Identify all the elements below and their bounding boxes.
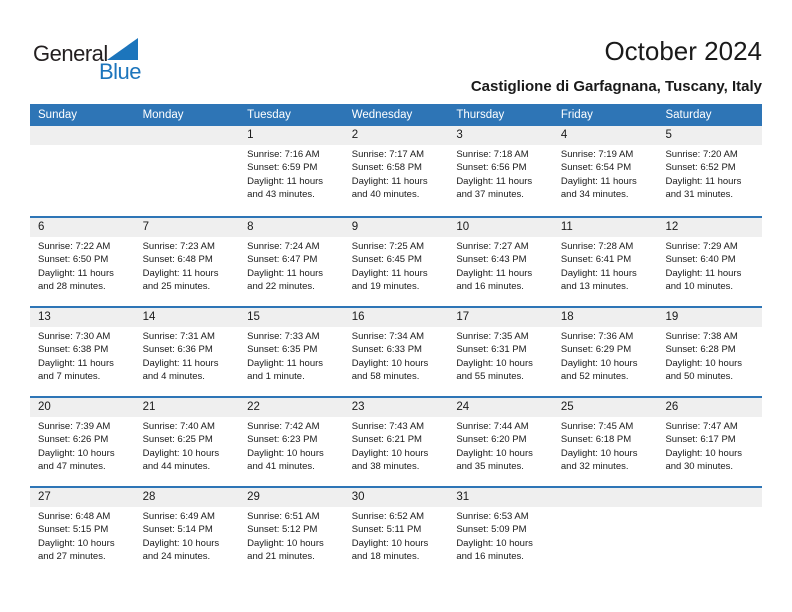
date-number: 12 [657, 218, 762, 237]
sunset-text: Sunset: 6:45 PM [351, 254, 422, 266]
daylight-text-line2: and 10 minutes. [665, 281, 734, 293]
day-details [135, 327, 240, 384]
daylight-text-line1: Daylight: 11 hours [38, 357, 114, 369]
daylight-text-line2: and 22 minutes. [247, 281, 315, 293]
day-cell [239, 218, 344, 306]
date-number: 22 [239, 398, 344, 417]
date-number: 21 [135, 398, 240, 417]
date-number: 9 [344, 218, 449, 237]
day-cell [135, 488, 240, 576]
date-number: 1 [239, 126, 344, 145]
daylight-text-line2: and 41 minutes. [247, 461, 315, 473]
daylight-text-line1: Daylight: 11 hours [351, 175, 428, 187]
daylight-text-line1: Daylight: 10 hours [456, 357, 533, 369]
sunrise-text: Sunrise: 6:51 AM [247, 511, 320, 522]
daylight-text-line2: and 38 minutes. [351, 461, 420, 473]
day-details [30, 507, 135, 564]
location-subtitle: Castiglione di Garfagnana, Tuscany, Italy [470, 78, 762, 95]
date-number: 3 [448, 126, 553, 145]
daylight-text-line1: Daylight: 10 hours [142, 537, 220, 549]
day-cell [344, 488, 449, 576]
day-details [553, 507, 658, 510]
daylight-text-line1: Daylight: 11 hours [38, 267, 114, 279]
daylight-text-line2: and 7 minutes. [38, 371, 101, 383]
day-details [657, 327, 762, 384]
daylight-text-line2: and 13 minutes. [560, 281, 629, 293]
date-number: 4 [553, 126, 658, 145]
day-details [135, 507, 240, 564]
day-details [135, 145, 240, 148]
date-number: 10 [448, 218, 553, 237]
day-cell [30, 126, 135, 216]
weekday-label: Monday [142, 109, 184, 121]
date-number: 18 [553, 308, 658, 327]
day-details [344, 507, 449, 564]
date-number: 7 [135, 218, 240, 237]
daylight-text-line2: and 31 minutes. [665, 189, 734, 201]
day-cell [30, 308, 135, 396]
sunrise-text: Sunrise: 7:38 AM [665, 331, 738, 342]
daylight-text-line2: and 28 minutes. [38, 281, 106, 293]
daylight-text-line1: Daylight: 11 hours [560, 175, 637, 187]
daylight-text-line1: Daylight: 11 hours [142, 267, 219, 279]
day-details [30, 417, 135, 474]
day-details [135, 237, 240, 294]
day-cell [448, 308, 553, 396]
daylight-text-line1: Daylight: 10 hours [456, 537, 533, 549]
sunrise-text: Sunrise: 7:16 AM [247, 149, 320, 160]
sunset-text: Sunset: 6:35 PM [247, 344, 318, 356]
sunrise-text: Sunrise: 7:31 AM [142, 331, 215, 342]
sunrise-text: Sunrise: 7:18 AM [456, 149, 529, 160]
daylight-text-line1: Daylight: 10 hours [665, 447, 743, 459]
daylight-text-line2: and 19 minutes. [351, 281, 420, 293]
daylight-text-line1: Daylight: 10 hours [456, 447, 533, 459]
date-number [657, 488, 762, 507]
day-cell [553, 398, 658, 486]
day-cell [657, 218, 762, 306]
day-details [553, 327, 658, 384]
day-cell [239, 488, 344, 576]
date-number: 14 [135, 308, 240, 327]
daylight-text-line1: Daylight: 11 hours [247, 357, 324, 369]
day-cell [239, 308, 344, 396]
sunset-text: Sunset: 5:12 PM [247, 524, 318, 536]
daylight-text-line2: and 32 minutes. [560, 461, 629, 473]
day-cell [239, 126, 344, 216]
weekday-header-row [30, 104, 762, 126]
daylight-text-line1: Daylight: 11 hours [456, 267, 533, 279]
daylight-text-line2: and 34 minutes. [560, 189, 629, 201]
sunset-text: Sunset: 6:52 PM [665, 162, 736, 174]
day-cell [344, 398, 449, 486]
sunrise-text: Sunrise: 7:29 AM [665, 241, 738, 252]
daylight-text-line1: Daylight: 11 hours [247, 175, 324, 187]
date-number: 30 [344, 488, 449, 507]
sunrise-text: Sunrise: 7:33 AM [247, 331, 320, 342]
daylight-text-line2: and 47 minutes. [38, 461, 106, 473]
day-details [657, 507, 762, 510]
date-number: 26 [657, 398, 762, 417]
daylight-text-line1: Daylight: 10 hours [247, 537, 324, 549]
sunrise-text: Sunrise: 7:45 AM [560, 421, 634, 432]
daylight-text-line1: Daylight: 10 hours [247, 447, 324, 459]
sunset-text: Sunset: 5:09 PM [456, 524, 527, 536]
sunset-text: Sunset: 6:33 PM [351, 344, 422, 356]
date-number: 23 [344, 398, 449, 417]
sunrise-text: Sunrise: 7:28 AM [560, 241, 634, 252]
daylight-text-line2: and 16 minutes. [456, 551, 524, 563]
daylight-text-line2: and 55 minutes. [456, 371, 524, 383]
day-details [344, 417, 449, 474]
sunrise-text: Sunrise: 7:27 AM [456, 241, 529, 252]
day-cell [448, 126, 553, 216]
day-cell [553, 308, 658, 396]
day-details [448, 327, 553, 384]
day-details [448, 507, 553, 564]
daylight-text-line2: and 58 minutes. [351, 371, 420, 383]
weekday-label: Saturday [665, 109, 712, 121]
sunset-text: Sunset: 6:26 PM [38, 434, 109, 446]
day-cell [657, 488, 762, 576]
daylight-text-line1: Daylight: 11 hours [142, 357, 219, 369]
day-cell [239, 398, 344, 486]
daylight-text-line2: and 40 minutes. [351, 189, 420, 201]
daylight-text-line2: and 50 minutes. [665, 371, 734, 383]
day-cell [553, 126, 658, 216]
header-titles [471, 36, 762, 95]
date-number: 19 [657, 308, 762, 327]
sunset-text: Sunset: 6:20 PM [456, 434, 527, 446]
sunrise-text: Sunrise: 7:40 AM [142, 421, 215, 432]
calendar-weeks [30, 126, 762, 576]
daylight-text-line2: and 1 minute. [247, 371, 305, 383]
day-cell [344, 126, 449, 216]
date-number: 5 [657, 126, 762, 145]
day-details [448, 145, 553, 202]
day-cell [135, 126, 240, 216]
sunrise-text: Sunrise: 6:52 AM [351, 511, 425, 522]
daylight-text-line1: Daylight: 11 hours [351, 267, 428, 279]
daylight-text-line2: and 35 minutes. [456, 461, 524, 473]
daylight-text-line2: and 25 minutes. [142, 281, 211, 293]
date-number: 25 [553, 398, 658, 417]
day-cell [135, 218, 240, 306]
sunset-text: Sunset: 6:17 PM [665, 434, 736, 446]
sunset-text: Sunset: 6:50 PM [38, 254, 109, 266]
sunset-text: Sunset: 6:56 PM [456, 162, 527, 174]
daylight-text-line1: Daylight: 10 hours [560, 447, 638, 459]
sunrise-text: Sunrise: 7:19 AM [560, 149, 634, 160]
day-details [657, 237, 762, 294]
sunset-text: Sunset: 6:58 PM [351, 162, 422, 174]
sunset-text: Sunset: 5:15 PM [38, 524, 109, 536]
daylight-text-line1: Daylight: 11 hours [665, 175, 742, 187]
day-details [657, 145, 762, 202]
daylight-text-line1: Daylight: 10 hours [38, 447, 115, 459]
date-number: 17 [448, 308, 553, 327]
daylight-text-line2: and 4 minutes. [142, 371, 205, 383]
daylight-text-line1: Daylight: 10 hours [560, 357, 638, 369]
sunset-text: Sunset: 6:47 PM [247, 254, 318, 266]
date-number: 31 [448, 488, 553, 507]
daylight-text-line1: Daylight: 11 hours [560, 267, 637, 279]
daylight-text-line1: Daylight: 10 hours [38, 537, 115, 549]
sunrise-text: Sunrise: 7:39 AM [38, 421, 111, 432]
calendar-week-row [30, 396, 762, 486]
daylight-text-line1: Daylight: 10 hours [351, 447, 429, 459]
daylight-text-line2: and 24 minutes. [142, 551, 211, 563]
calendar-week-row [30, 486, 762, 576]
day-cell [448, 218, 553, 306]
sunrise-text: Sunrise: 7:30 AM [38, 331, 111, 342]
sunset-text: Sunset: 6:41 PM [560, 254, 632, 266]
daylight-text-line1: Daylight: 11 hours [665, 267, 742, 279]
day-details [239, 327, 344, 384]
day-details [657, 417, 762, 474]
daylight-text-line1: Daylight: 10 hours [351, 537, 429, 549]
weekday-label: Tuesday [247, 109, 291, 121]
sunset-text: Sunset: 5:14 PM [142, 524, 213, 536]
day-details [553, 417, 658, 474]
weekday-label: Wednesday [351, 109, 413, 121]
day-cell [135, 308, 240, 396]
day-cell [657, 308, 762, 396]
day-details [553, 145, 658, 202]
daylight-text-line2: and 52 minutes. [560, 371, 629, 383]
day-details [448, 237, 553, 294]
day-details [30, 145, 135, 148]
date-number: 29 [239, 488, 344, 507]
daylight-text-line2: and 43 minutes. [247, 189, 315, 201]
date-number: 8 [239, 218, 344, 237]
day-details [239, 145, 344, 202]
day-cell [553, 488, 658, 576]
date-number: 24 [448, 398, 553, 417]
sunrise-text: Sunrise: 7:44 AM [456, 421, 529, 432]
day-details [344, 327, 449, 384]
sunset-text: Sunset: 6:48 PM [142, 254, 213, 266]
sunset-text: Sunset: 6:40 PM [665, 254, 736, 266]
day-details [135, 417, 240, 474]
day-details [344, 237, 449, 294]
day-details [239, 237, 344, 294]
date-number: 2 [344, 126, 449, 145]
date-number: 20 [30, 398, 135, 417]
sunrise-text: Sunrise: 7:22 AM [38, 241, 111, 252]
sunset-text: Sunset: 6:29 PM [560, 344, 632, 356]
sunset-text: Sunset: 6:28 PM [665, 344, 736, 356]
sunset-text: Sunset: 6:36 PM [142, 344, 213, 356]
date-number: 15 [239, 308, 344, 327]
logo-text-blue: Blue [98, 59, 141, 84]
daylight-text-line2: and 21 minutes. [247, 551, 315, 563]
daylight-text-line2: and 18 minutes. [351, 551, 420, 563]
daylight-text-line1: Daylight: 10 hours [665, 357, 743, 369]
daylight-text-line2: and 37 minutes. [456, 189, 524, 201]
date-number [135, 126, 240, 145]
sunrise-text: Sunrise: 7:23 AM [142, 241, 215, 252]
day-cell [135, 398, 240, 486]
sunset-text: Sunset: 6:43 PM [456, 254, 527, 266]
day-cell [344, 308, 449, 396]
sunset-text: Sunset: 6:38 PM [38, 344, 109, 356]
daylight-text-line1: Daylight: 10 hours [142, 447, 220, 459]
general-blue-logo [33, 38, 147, 85]
sunrise-text: Sunrise: 6:53 AM [456, 511, 529, 522]
sunset-text: Sunset: 6:25 PM [142, 434, 213, 446]
date-number: 13 [30, 308, 135, 327]
daylight-text-line1: Daylight: 10 hours [351, 357, 429, 369]
calendar-week-row [30, 306, 762, 396]
sunrise-text: Sunrise: 7:34 AM [351, 331, 425, 342]
day-details [344, 145, 449, 202]
sunrise-text: Sunrise: 7:24 AM [247, 241, 320, 252]
day-details [448, 417, 553, 474]
day-details [239, 507, 344, 564]
date-number: 11 [553, 218, 658, 237]
sunset-text: Sunset: 6:23 PM [247, 434, 318, 446]
calendar-table [30, 104, 762, 576]
sunrise-text: Sunrise: 7:36 AM [560, 331, 634, 342]
daylight-text-line2: and 27 minutes. [38, 551, 106, 563]
day-cell [448, 398, 553, 486]
sunrise-text: Sunrise: 7:25 AM [351, 241, 425, 252]
day-cell [448, 488, 553, 576]
date-number [30, 126, 135, 145]
sunrise-text: Sunrise: 6:48 AM [38, 511, 111, 522]
date-number: 27 [30, 488, 135, 507]
sunset-text: Sunset: 6:31 PM [456, 344, 527, 356]
sunrise-text: Sunrise: 7:17 AM [351, 149, 425, 160]
date-number: 28 [135, 488, 240, 507]
date-number: 16 [344, 308, 449, 327]
day-details [30, 237, 135, 294]
sunset-text: Sunset: 5:11 PM [351, 524, 422, 536]
sunrise-text: Sunrise: 7:47 AM [665, 421, 738, 432]
sunset-text: Sunset: 6:54 PM [560, 162, 632, 174]
sunset-text: Sunset: 6:18 PM [560, 434, 632, 446]
daylight-text-line2: and 44 minutes. [142, 461, 211, 473]
day-details [30, 327, 135, 384]
sunrise-text: Sunrise: 7:35 AM [456, 331, 529, 342]
daylight-text-line2: and 30 minutes. [665, 461, 734, 473]
sunrise-text: Sunrise: 7:20 AM [665, 149, 738, 160]
logo-text-general: General [33, 41, 108, 66]
day-cell [553, 218, 658, 306]
weekday-label: Sunday [38, 109, 78, 121]
date-number [553, 488, 658, 507]
daylight-text-line2: and 16 minutes. [456, 281, 524, 293]
calendar-week-row [30, 216, 762, 306]
sunset-text: Sunset: 6:21 PM [351, 434, 422, 446]
day-cell [657, 398, 762, 486]
day-cell [30, 398, 135, 486]
sunset-text: Sunset: 6:59 PM [247, 162, 318, 174]
day-cell [30, 218, 135, 306]
calendar-week-row [30, 126, 762, 216]
date-number: 6 [30, 218, 135, 237]
daylight-text-line1: Daylight: 11 hours [456, 175, 533, 187]
sunrise-text: Sunrise: 6:49 AM [142, 511, 215, 522]
month-title: October 2024 [604, 36, 762, 66]
daylight-text-line1: Daylight: 11 hours [247, 267, 324, 279]
day-cell [30, 488, 135, 576]
day-details [239, 417, 344, 474]
weekday-label: Thursday [456, 109, 505, 121]
sunrise-text: Sunrise: 7:42 AM [247, 421, 320, 432]
weekday-label: Friday [560, 109, 593, 121]
day-cell [344, 218, 449, 306]
day-details [553, 237, 658, 294]
day-cell [657, 126, 762, 216]
sunrise-text: Sunrise: 7:43 AM [351, 421, 425, 432]
